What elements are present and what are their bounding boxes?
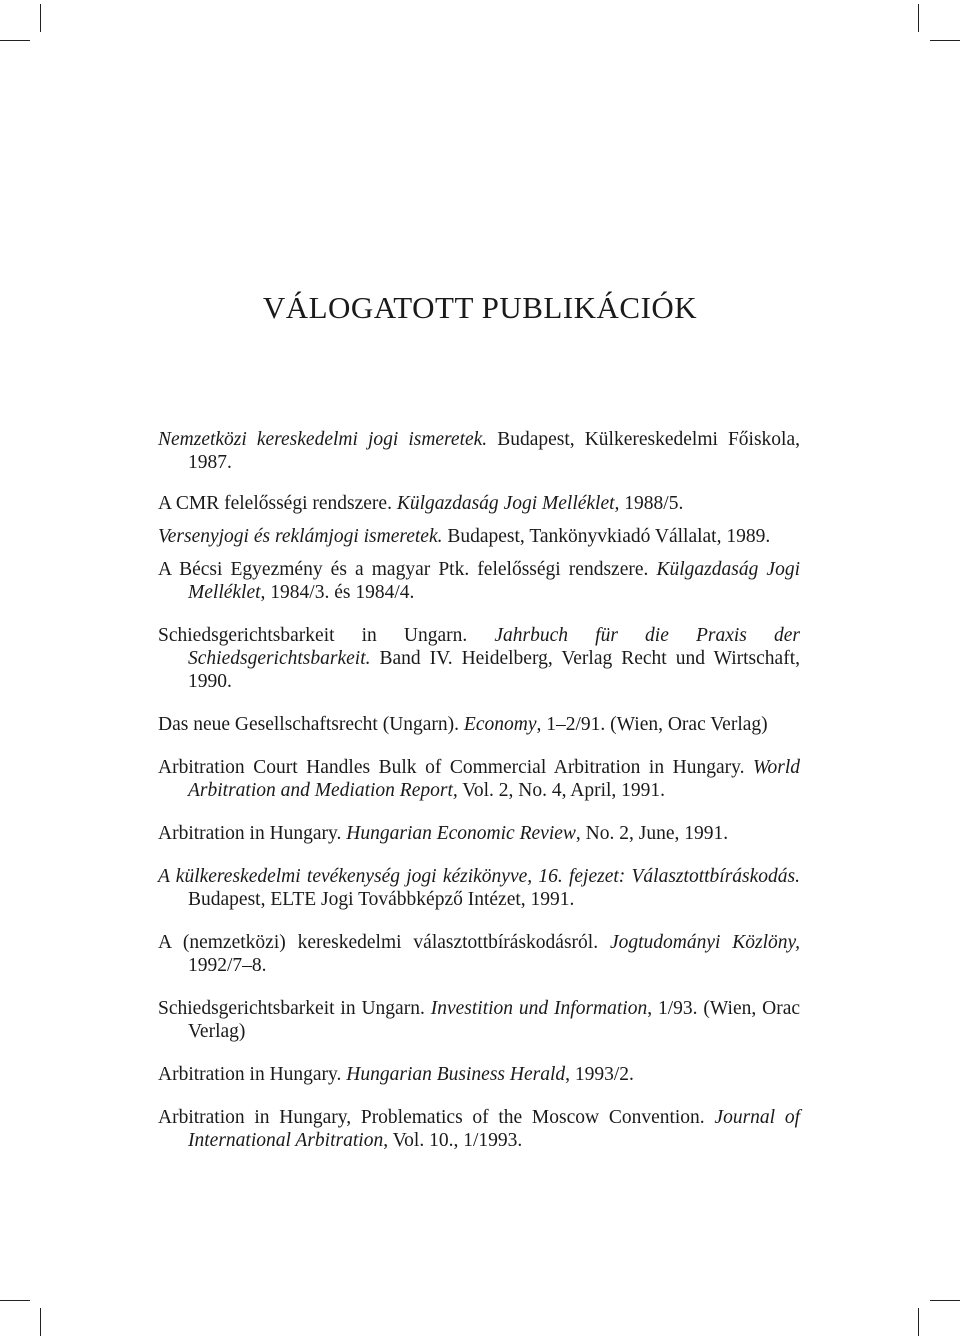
publication-item [158,865,800,911]
page-title: VÁLOGATOTT PUBLIKÁCIÓK [262,290,698,325]
crop-mark-bottom-right-vertical [918,1308,919,1336]
publication-work-title: A CMR felelősségi rendszere. [158,493,397,514]
publication-details: , 1993/2. [565,1064,634,1085]
publication-source: Jahrbuch für die Praxis der Schiedsgerichtsbarkeit. [188,625,800,669]
publication-source: Hungarian Business Herald [346,1064,566,1085]
publication-details: Vol. 2, No. 4, April, 1991. [457,780,666,801]
publication-details: , 1/93. (Wien, Orac Verlag) [188,998,801,1042]
publication-source: Investition und Information [430,998,648,1019]
publication-work-title: Nemzetközi kereskedelmi jogi ismeretek. [158,429,488,450]
crop-mark-top-left-horizontal [0,40,30,41]
publication-item [158,931,800,977]
publication-source: Jogtudományi Közlöny, [609,932,800,953]
crop-mark-top-left-vertical [40,4,41,32]
publication-work-title: Arbitration in Hungary, Problematics of the Moscow Convention. [158,1107,715,1128]
crop-mark-bottom-left-vertical [40,1308,41,1336]
publication-item [158,756,800,802]
publication-list [158,428,800,1152]
publication-work-title: A Bécsi Egyezmény és a magyar Ptk. felelősségi rendszere. [158,559,657,580]
publication-work-title: Schiedsgerichtsbarkeit in Ungarn. [158,998,431,1019]
crop-mark-top-right-vertical [918,4,919,32]
publication-work-title: Arbitration in Hungary. [158,1064,347,1085]
publication-item [158,713,800,736]
publication-work-title: Versenyjogi és reklámjogi ismeretek. [158,526,443,547]
publication-work-title: Das neue Gesellschaftsrecht (Ungarn). [158,714,464,735]
publication-work-title: Arbitration in Hungary. [158,823,347,844]
publication-details: Budapest, Külkereskedelmi Főiskola, 1987. [188,429,800,473]
publication-details: , 1–2/91. (Wien, Orac Verlag) [536,714,768,735]
publication-item [158,492,800,515]
publication-work-title: A külkereskedelmi tevékenység jogi kézikönyve, 16. fejezet: Választottbíráskodás. [158,866,800,887]
publication-source: Economy [463,714,537,735]
publication-details: , No. 2, June, 1991. [575,823,729,844]
publication-item [158,558,800,604]
publication-details: 1988/5. [619,493,684,514]
crop-mark-bottom-right-horizontal [930,1300,960,1301]
publication-item [158,525,800,548]
publication-details: Budapest, Tankönyvkiadó Vállalat, 1989. [442,526,771,547]
publication-details: , 1984/3. és 1984/4. [260,582,415,603]
publication-details: 1992/7–8. [188,955,267,976]
publication-item [158,997,800,1043]
publication-work-title: Schiedsgerichtsbarkeit in Ungarn. [158,625,495,646]
publication-item [158,1106,800,1152]
publication-source: Külgazdaság Jogi Melléklet [188,559,800,603]
publication-item [158,1063,800,1086]
crop-mark-bottom-left-horizontal [0,1300,30,1301]
publication-source: Hungarian Economic Review [346,823,576,844]
publication-item [158,624,800,693]
publication-item [158,822,800,845]
crop-mark-top-right-horizontal [930,40,960,41]
publication-source: Külgazdaság Jogi Melléklet, [396,493,620,514]
publication-source: World Arbitration and Mediation Report, [188,757,800,801]
publication-details: , Vol. 10., 1/1993. [383,1130,523,1151]
publication-work-title: Arbitration Court Handles Bulk of Commercial Arbitration in Hungary. [158,757,754,778]
publication-source: Journal of International Arbitration [188,1107,800,1151]
publication-details: Budapest, ELTE Jogi Továbbképző Intézet, 1991. [188,889,575,910]
publication-work-title: A (nemzetközi) kereskedelmi választottbíráskodásról. [158,932,610,953]
publication-item [158,428,800,474]
publication-details: Band IV. Heidelberg, Verlag Recht und Wirtschaft, 1990. [188,648,800,692]
